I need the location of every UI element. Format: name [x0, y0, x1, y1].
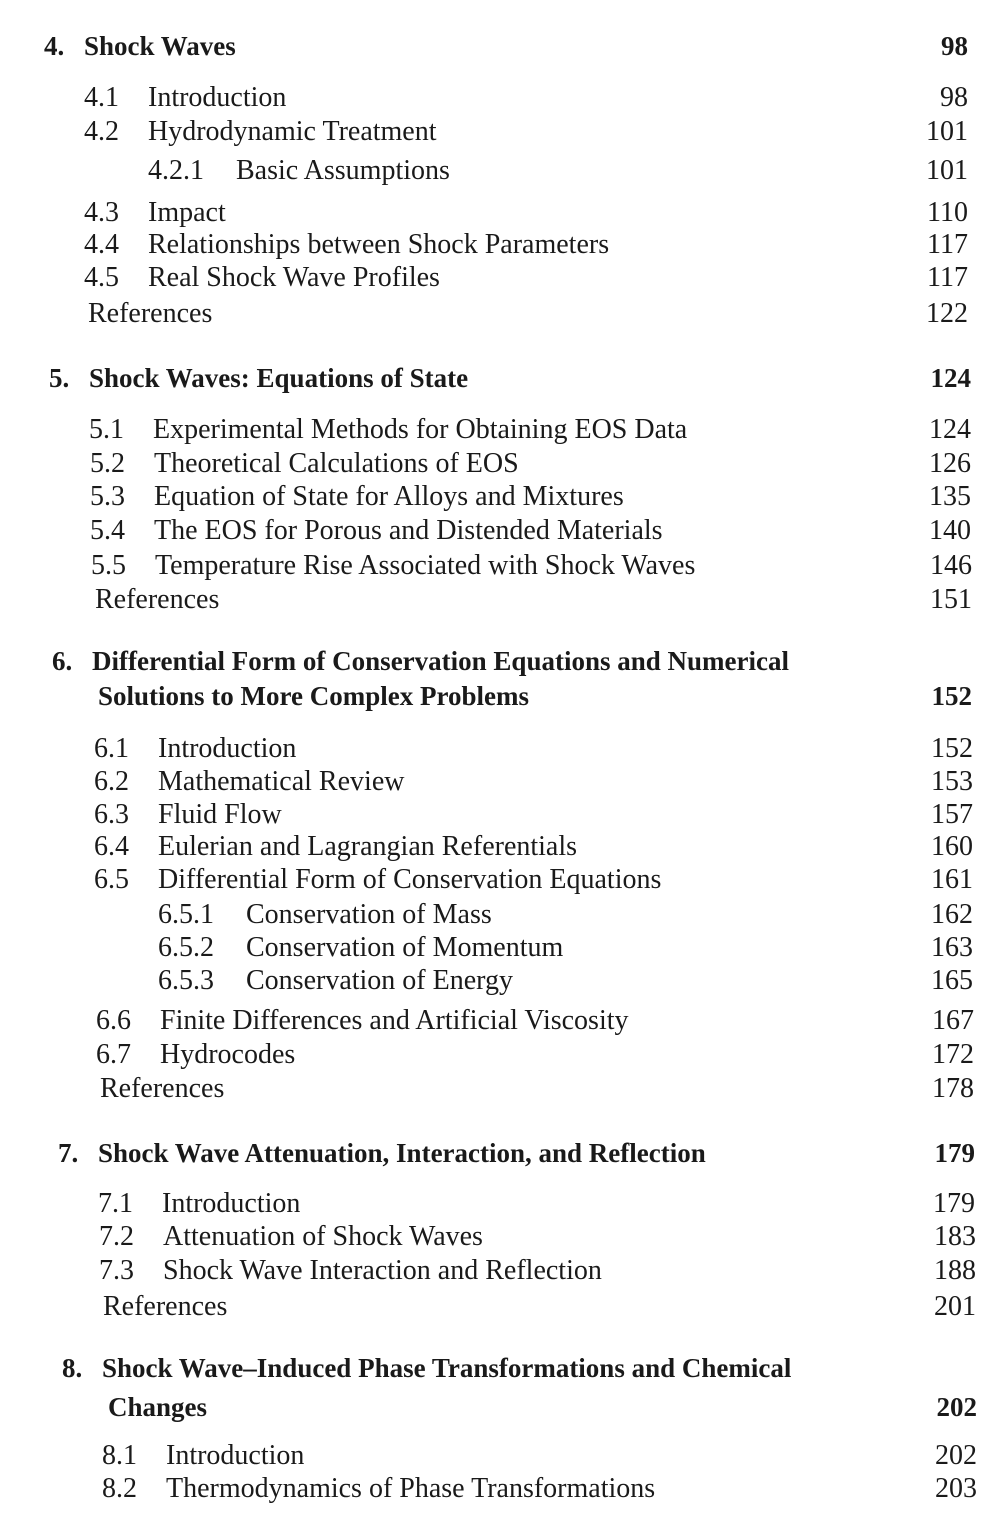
entry-number: 6.1	[94, 733, 129, 764]
entry-page-number: 203	[935, 1473, 977, 1504]
toc-entry-subsection	[0, 899, 1008, 933]
entry-page-number: 153	[931, 766, 973, 797]
toc-entry-section	[0, 864, 1008, 898]
entry-title: Theoretical Calculations of EOS	[154, 448, 519, 479]
toc-entry-section	[0, 1039, 1008, 1073]
entry-title: Thermodynamics of Phase Transformations	[166, 1473, 656, 1504]
entry-title: Conservation of Energy	[246, 965, 513, 996]
entry-title: Real Shock Wave Profiles	[148, 262, 440, 293]
toc-entry-section	[0, 448, 1008, 482]
entry-number: 7.3	[99, 1255, 134, 1286]
entry-title: The EOS for Porous and Distended Materials	[154, 515, 663, 546]
entry-page-number: 98	[941, 31, 968, 61]
entry-title: Shock Wave Attenuation, Interaction, and Reflection	[98, 1138, 706, 1168]
entry-page-number: 101	[926, 155, 968, 186]
entry-title: Impact	[148, 197, 226, 228]
entry-title: Equation of State for Alloys and Mixtures	[154, 481, 624, 512]
entry-number: 4.2	[84, 116, 119, 147]
entry-page-number: 161	[931, 864, 973, 895]
entry-number: 4.5	[84, 262, 119, 293]
entry-title: Changes	[108, 1392, 208, 1422]
entry-page-number: 179	[933, 1188, 975, 1219]
toc-entry-references	[0, 584, 1008, 618]
toc-entry-section	[0, 116, 1008, 150]
entry-number: 4.3	[84, 197, 119, 228]
toc-entry-references	[0, 1291, 1008, 1325]
entry-number: 6.6	[96, 1005, 131, 1036]
entry-page-number: 160	[931, 831, 973, 862]
entry-number: 6.7	[96, 1039, 131, 1070]
entry-number: 8.1	[102, 1440, 137, 1471]
toc-entry-section	[0, 1255, 1008, 1289]
entry-title: Temperature Rise Associated with Shock Waves	[155, 550, 696, 581]
entry-title: Differential Form of Conservation Equations	[158, 864, 662, 895]
entry-page-number: 167	[932, 1005, 974, 1036]
entry-title: Hydrodynamic Treatment	[148, 116, 437, 147]
entry-number: 6.5.1	[158, 899, 214, 930]
entry-title: Solutions to More Complex Problems	[98, 681, 529, 711]
entry-page-number: 124	[929, 414, 971, 445]
toc-entry-section	[0, 262, 1008, 296]
entry-page-number: 162	[931, 899, 973, 930]
entry-page-number: 151	[930, 584, 972, 615]
toc-entry-section	[0, 1221, 1008, 1255]
entry-page-number: 101	[926, 116, 968, 147]
entry-number: 6.5.3	[158, 965, 214, 996]
entry-title: Basic Assumptions	[236, 155, 450, 186]
entry-title: Shock Waves: Equations of State	[89, 363, 469, 393]
toc-entry-section	[0, 82, 1008, 116]
entry-title: Finite Differences and Artificial Viscosity	[160, 1005, 629, 1036]
entry-title: Shock Wave Interaction and Reflection	[163, 1255, 602, 1286]
entry-title: Conservation of Mass	[246, 899, 492, 930]
entry-page-number: 188	[934, 1255, 976, 1286]
entry-title: Differential Form of Conservation Equations and Numerical	[92, 646, 789, 676]
toc-entry-section	[0, 414, 1008, 448]
toc-entry-section	[0, 550, 1008, 584]
entry-page-number: 183	[934, 1221, 976, 1252]
entry-page-number: 126	[929, 448, 971, 479]
toc-entry-subsection	[0, 965, 1008, 999]
entry-title: Introduction	[158, 733, 297, 764]
entry-title: Introduction	[148, 82, 287, 113]
toc-entry-references	[0, 298, 1008, 332]
entry-number: 5.3	[90, 481, 125, 512]
toc-entry-section	[0, 1188, 1008, 1222]
entry-number: 4.	[44, 31, 65, 61]
entry-page-number: 202	[936, 1392, 977, 1422]
toc-entry-section	[0, 1473, 1008, 1507]
toc-entry-section	[0, 1005, 1008, 1039]
toc-entry-section	[0, 481, 1008, 515]
toc-entry-chapter	[0, 30, 1008, 64]
entry-number: 4.1	[84, 82, 119, 113]
entry-page-number: 163	[931, 932, 973, 963]
toc-entry-chapter-cont	[0, 1391, 1008, 1425]
entry-page-number: 98	[940, 82, 968, 113]
entry-page-number: 178	[932, 1073, 974, 1104]
entry-page-number: 201	[934, 1291, 976, 1322]
entry-title: Introduction	[166, 1440, 305, 1471]
entry-title: References	[95, 584, 220, 615]
entry-number: 5.5	[91, 550, 126, 581]
entry-title: References	[100, 1073, 225, 1104]
toc-entry-chapter	[0, 1137, 1008, 1171]
entry-page-number: 135	[929, 481, 971, 512]
entry-page-number: 146	[930, 550, 972, 581]
entry-number: 6.5	[94, 864, 129, 895]
entry-title: Introduction	[162, 1188, 301, 1219]
entry-page-number: 172	[932, 1039, 974, 1070]
entry-page-number: 179	[934, 1138, 975, 1168]
toc-entry-section	[0, 197, 1008, 231]
entry-number: 8.	[62, 1353, 83, 1383]
entry-title: Eulerian and Lagrangian Referentials	[158, 831, 578, 862]
entry-number: 8.2	[102, 1473, 137, 1504]
toc-entry-references	[0, 1073, 1008, 1107]
entry-title: Relationships between Shock Parameters	[148, 229, 610, 260]
toc-entry-section	[0, 1440, 1008, 1474]
toc-entry-section	[0, 799, 1008, 833]
entry-number: 6.2	[94, 766, 129, 797]
entry-title: Experimental Methods for Obtaining EOS Data	[153, 414, 688, 445]
entry-page-number: 110	[927, 197, 968, 228]
entry-title: References	[103, 1291, 228, 1322]
entry-number: 6.3	[94, 799, 129, 830]
entry-page-number: 122	[926, 298, 968, 329]
entry-page-number: 152	[931, 681, 972, 711]
entry-title: Shock Waves	[84, 31, 236, 61]
entry-number: 5.	[49, 363, 70, 393]
entry-number: 6.	[52, 646, 73, 676]
toc-entry-section	[0, 515, 1008, 549]
entry-title: References	[88, 298, 213, 329]
entry-page-number: 124	[930, 363, 971, 393]
entry-title: Hydrocodes	[160, 1039, 296, 1070]
entry-page-number: 157	[931, 799, 973, 830]
entry-title: Attenuation of Shock Waves	[163, 1221, 483, 1252]
entry-title: Mathematical Review	[158, 766, 405, 797]
entry-number: 6.4	[94, 831, 129, 862]
entry-page-number: 140	[929, 515, 971, 546]
entry-page-number: 117	[927, 229, 968, 260]
entry-number: 7.	[58, 1138, 79, 1168]
entry-title: Shock Wave–Induced Phase Transformations and Chemical	[102, 1353, 792, 1383]
entry-number: 4.4	[84, 229, 119, 260]
toc-entry-subsection	[0, 932, 1008, 966]
entry-title: Conservation of Momentum	[246, 932, 564, 963]
toc-entry-chapter	[0, 1352, 1008, 1386]
entry-number: 4.2.1	[148, 155, 204, 186]
entry-title: Fluid Flow	[158, 799, 282, 830]
entry-number: 6.5.2	[158, 932, 214, 963]
entry-number: 5.1	[89, 414, 124, 445]
entry-page-number: 165	[931, 965, 973, 996]
entry-page-number: 202	[935, 1440, 977, 1471]
toc-entry-section	[0, 229, 1008, 263]
entry-number: 7.1	[98, 1188, 133, 1219]
toc-entry-subsection	[0, 155, 1008, 189]
entry-page-number: 152	[931, 733, 973, 764]
entry-number: 7.2	[99, 1221, 134, 1252]
entry-page-number: 117	[927, 262, 968, 293]
toc-entry-section	[0, 766, 1008, 800]
toc-entry-chapter-cont	[0, 680, 1008, 714]
entry-number: 5.4	[90, 515, 125, 546]
toc-entry-section	[0, 831, 1008, 865]
entry-number: 5.2	[90, 448, 125, 479]
toc-entry-chapter	[0, 362, 1008, 396]
toc-entry-section	[0, 733, 1008, 767]
toc-entry-chapter	[0, 645, 1008, 679]
